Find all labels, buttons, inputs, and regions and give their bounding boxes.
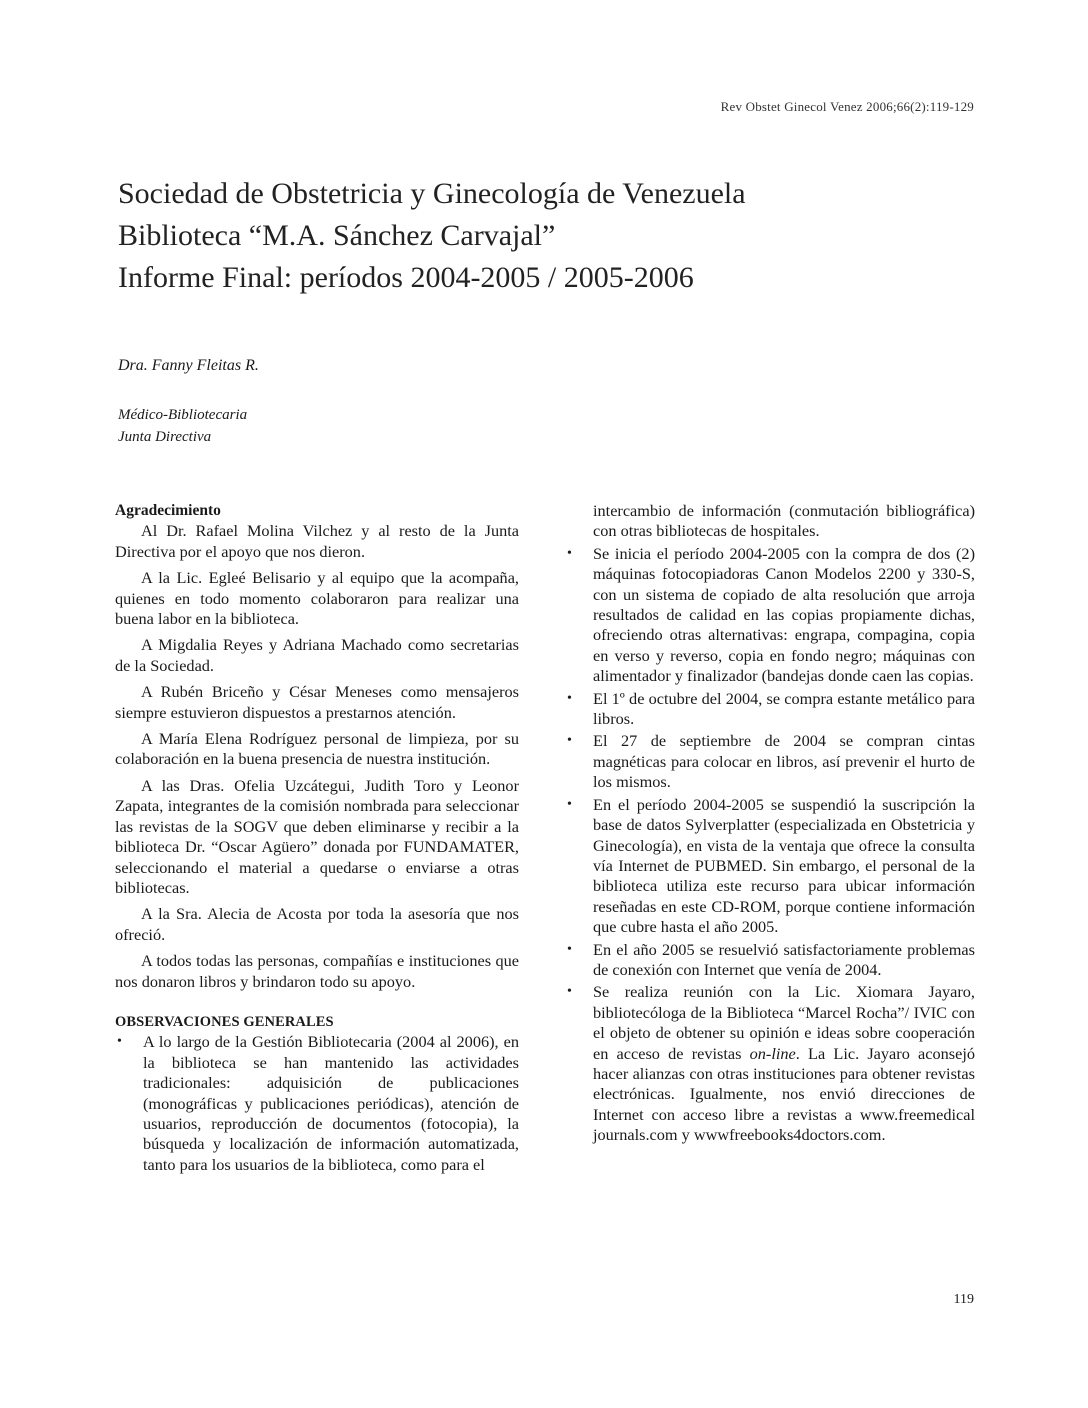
section-heading-acknowledgements: Agradecimiento bbox=[115, 502, 221, 519]
list-item bbox=[565, 544, 975, 687]
list-item-text bbox=[593, 982, 975, 1144]
section-heading-general-observations: OBSERVACIONES GENERALES bbox=[115, 1013, 334, 1030]
right-column bbox=[565, 501, 975, 1148]
list-item-text: El 1º de octubre del 2004, se compra estante metálico para libros. bbox=[593, 688, 975, 729]
ack-paragraph: A la Sra. Alecia de Acosta por toda la asesoría que nos ofreció. bbox=[115, 904, 519, 944]
list-item bbox=[565, 940, 975, 981]
title-line-3: Informe Final: períodos 2004-2005 / 2005-2006 bbox=[118, 261, 694, 294]
title-line-2: Biblioteca “M.A. Sánchez Carvajal” bbox=[118, 219, 556, 252]
author-name: Dra. Fanny Fleitas R. bbox=[118, 357, 259, 374]
list-item-text-part: Se realiza reunión con la Lic. Xiomara Jayaro, bibliotecóloga de la Biblioteca “Marcel Rocha”/ IVIC con el objeto de obtener su opinión e ideas sobre cooperación en acceso de revistas bbox=[593, 982, 975, 1063]
author-affiliation bbox=[118, 404, 247, 448]
list-item bbox=[565, 731, 975, 792]
list-item-text: Se inicia el período 2004-2005 con la compra de dos (2) máquinas fotocopiadoras Canon Modelos 2200 y 330-S, con un sistema de copiado de alta resolución que arroja resultados de calidad en las copias propiamente dichas, ofreciendo otras alternativas: engrapa, compagina, copia en verso y reverso, copia en fondo negro; máquinas con alimentador y finalizador (bandejas donde caen las copias. bbox=[593, 543, 975, 686]
article-title bbox=[118, 173, 978, 299]
bullet-icon: • bbox=[567, 733, 572, 749]
ack-paragraph: A la Lic. Egleé Belisario y al equipo que la acompaña, quienes en todo momento colaboraron para realizar una buena labor en la biblioteca. bbox=[115, 568, 519, 629]
bullet-icon: • bbox=[567, 984, 572, 1000]
ack-paragraph: A María Elena Rodríguez personal de limpieza, por su colaboración en la buena presencia de nuestra institución. bbox=[115, 729, 519, 769]
title-line-1: Sociedad de Obstetricia y Ginecología de Venezuela bbox=[118, 177, 746, 210]
list-item bbox=[565, 689, 975, 730]
ack-paragraph: A Migdalia Reyes y Adriana Machado como secretarias de la Sociedad. bbox=[115, 635, 519, 675]
ack-paragraph: A todos todas las personas, compañías e instituciones que nos donaron libros y brindaron todo su apoyo. bbox=[115, 951, 519, 991]
bullet-icon: • bbox=[567, 796, 572, 812]
list-item-text: En el período 2004-2005 se suspendió la suscripción la base de datos Sylverplatter (especializada en Obstetricia y Ginecología), en vista de la ventaja que ofrece la consulta vía Internet de PUBMED. Sin embargo, el personal de la biblioteca utiliza este recurso para ubicar información reseñadas en este CD-ROM, porque contiene información que cubre hasta el año 2005. bbox=[593, 794, 975, 937]
list-item-text: A lo largo de la Gestión Bibliotecaria (2004 al 2006), en la biblioteca se han mantenido las actividades tradicionales: adquisición de publicaciones (monográficas y publicaciones periódicas), atención de usuarios, reproducción de documentos (fotocopia), la búsqueda y localización de información automatizada, tanto para los usuarios de la biblioteca, como para el bbox=[143, 1032, 519, 1174]
list-item bbox=[115, 1032, 519, 1175]
list-item-text: El 27 de septiembre de 2004 se compran cintas magnéticas para colocar en libros, así prevenir el hurto de los mismos. bbox=[593, 731, 975, 792]
list-item-text-part: . La Lic. Jayaro aconsejó hacer alianzas con otras instituciones para obtener revistas electrónicas. Igualmente, nos envió direcciones de Internet con acceso libre a revistas a www.freemedical journals.com y wwwfreebooks4doctors.com. bbox=[593, 1043, 975, 1145]
list-item bbox=[565, 795, 975, 938]
page-number: 119 bbox=[953, 1292, 974, 1307]
list-item bbox=[565, 982, 975, 1145]
ack-paragraph: A Rubén Briceño y César Meneses como mensajeros siempre estuvieron dispuestos a prestarnos atención. bbox=[115, 682, 519, 722]
bullet-icon: • bbox=[117, 1034, 122, 1050]
bullet-icon: • bbox=[567, 941, 572, 957]
ack-paragraph: A las Dras. Ofelia Uzcátegui, Judith Toro y Leonor Zapata, integrantes de la comisión nombrada para seleccionar las revistas de la SOGV que deben eliminarse y recibir a la biblioteca Dr. “Oscar Agüero” donada por FUNDAMATER, seleccionando el material a quedarse o enviarse a otras bibliotecas. bbox=[115, 775, 519, 897]
bullet-icon: • bbox=[567, 545, 572, 561]
ack-paragraph: Al Dr. Rafael Molina Vilchez y al resto de la Junta Directiva por el apoyo que nos dieron. bbox=[115, 521, 519, 561]
left-column bbox=[115, 501, 519, 1177]
list-item-text: En el año 2005 se resuelvió satisfactoriamente problemas de conexión con Internet que venía de 2004. bbox=[593, 939, 975, 979]
affiliation-line-2: Junta Directiva bbox=[118, 429, 212, 445]
affiliation-line-1: Médico-Bibliotecaria bbox=[118, 407, 248, 423]
list-item-continuation: intercambio de información (conmutación bibliográfica) con otras bibliotecas de hospitales. bbox=[593, 501, 975, 541]
bullet-icon: • bbox=[567, 690, 572, 706]
running-head: Rev Obstet Ginecol Venez 2006;66(2):119-129 bbox=[720, 99, 974, 114]
italic-term: on-line bbox=[749, 1043, 796, 1063]
